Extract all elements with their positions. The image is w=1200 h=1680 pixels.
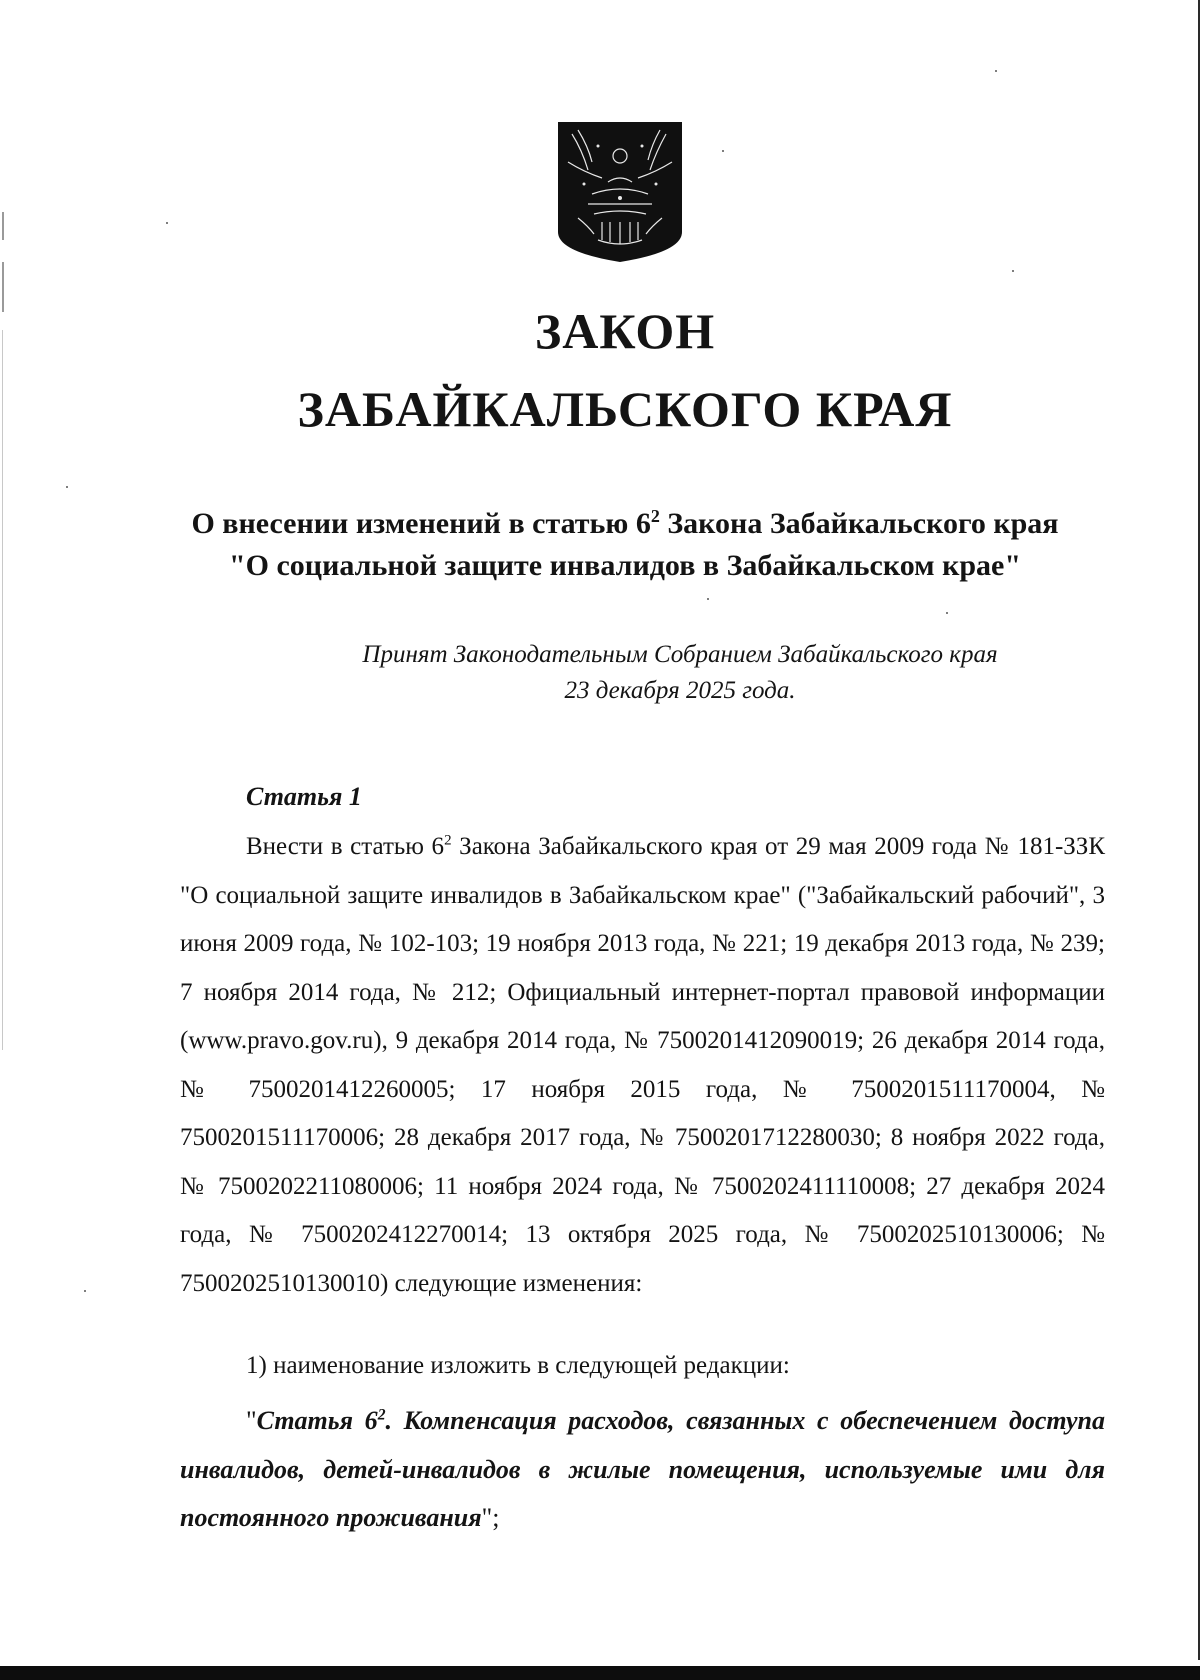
article-text: Внести в статью 6 bbox=[246, 833, 445, 860]
quote-mark: " bbox=[246, 1406, 257, 1435]
adoption-note bbox=[180, 637, 1180, 709]
scan-speck bbox=[722, 150, 724, 152]
law-title: ЗАКОН bbox=[534, 303, 716, 359]
article-heading: Статья 1 bbox=[246, 782, 362, 811]
adoption-date: 23 декабря 2025 года. bbox=[564, 677, 796, 704]
subtitle-text: Закона Забайкальского края bbox=[659, 507, 1059, 540]
scan-left-mark bbox=[2, 212, 4, 240]
article-text: Закона Забайкальского края от 29 мая 2009 года № 181-ЗЗК "О социальной защите инвалидов в Забайкальском крае" ("Забайкальский рабочий", 3 июня 2009 года, № 102-103; 19 ноября 2013 года, № 221; 19 декабря 2013 года, № 239; 7 ноября 2014 года, № 212; Официальный интернет-портал правовой информации (www.pravo.gov.ru), 9 декабря 2014 года, № 7500201412090019; 26 декабря 2014 года, № 7500201412260005; 17 ноября 2015 года, № 7500201511170004, № 7500201511170006; 28 декабря 2017 года, № 7500201712280030; 8 ноября 2022 года, № 7500202211080006; 11 ноября 2024 года, № 7500202411110008; 27 декабря 2024 года, № 7500202412270014; 13 октября 2025 года, № 7500202510130006; № 7500202510130010) следующие изменения: bbox=[180, 833, 1105, 1297]
region-title: ЗАБАЙКАЛЬСКОГО КРАЯ bbox=[297, 381, 953, 437]
quote-text: . Компенсация расходов, связанных с обеспечением доступа инвалидов, детей-инвалидов в жилые помещения, используемые ими для постоянного проживания bbox=[180, 1406, 1105, 1532]
scan-bottom-bar bbox=[0, 1666, 1200, 1680]
coat-of-arms-icon bbox=[558, 122, 682, 262]
scan-speck bbox=[166, 222, 168, 224]
document-subtitle bbox=[0, 503, 1200, 587]
subtitle-line-2: "О социальной защите инвалидов в Забайкальском крае" bbox=[228, 549, 1022, 582]
quote-mark: "; bbox=[481, 1503, 500, 1532]
subtitle-line-1 bbox=[0, 503, 1200, 545]
adoption-line-1: Принят Законодательным Собранием Забайкальского края bbox=[362, 641, 998, 668]
article-body bbox=[180, 823, 1105, 1308]
scan-speck bbox=[995, 70, 997, 72]
scan-speck bbox=[707, 598, 709, 600]
article-item-1: 1) наименование изложить в следующей редакции: bbox=[246, 1352, 790, 1379]
scan-speck bbox=[84, 1290, 86, 1292]
subtitle-superscript: 2 bbox=[650, 506, 660, 526]
article-superscript: 2 bbox=[444, 832, 452, 849]
scan-speck bbox=[66, 486, 68, 488]
quote-superscript: 2 bbox=[377, 1406, 386, 1424]
scan-speck bbox=[946, 612, 948, 614]
scan-speck bbox=[1012, 270, 1014, 272]
scan-left-mark bbox=[2, 330, 3, 1050]
article-quote bbox=[180, 1397, 1105, 1543]
subtitle-text: О внесении изменений в статью 6 bbox=[191, 507, 651, 540]
quote-text: Статья 6 bbox=[256, 1406, 378, 1435]
